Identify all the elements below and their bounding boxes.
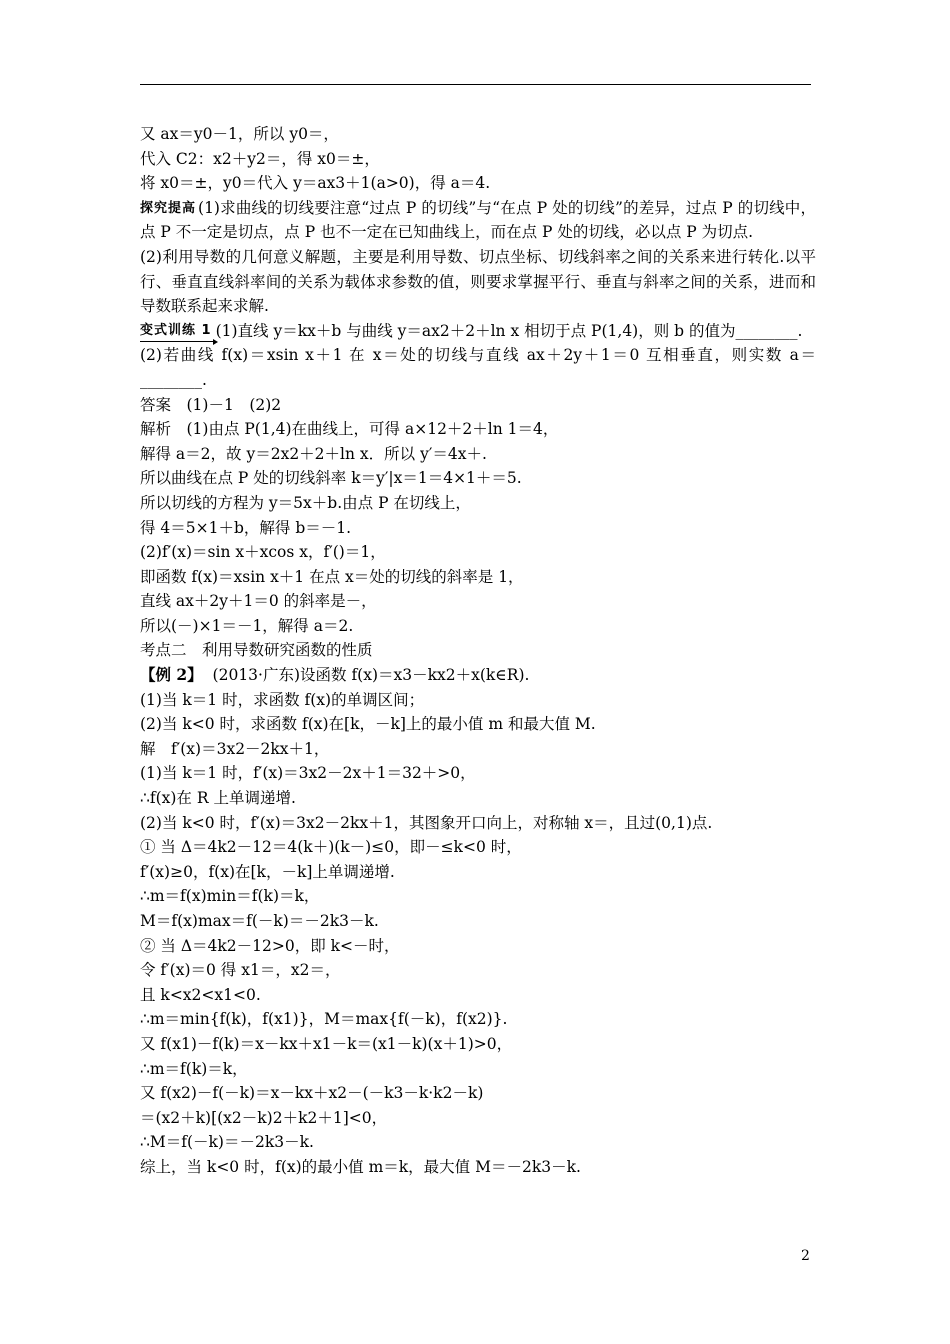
text-line: 又 ax＝y0－1，所以 y0＝， bbox=[140, 125, 339, 143]
bianshi-question-2: (2)若曲线 f(x)＝xsin x＋1 在 x＝处的切线与直线 ax＋2y＋1＝0 互相垂直，则实数 a＝________. bbox=[140, 346, 816, 389]
text-line: ∴f(x)在 R 上单调递增. bbox=[140, 789, 296, 808]
text-line: 得 4＝5×1＋b，解得 b＝－1. bbox=[140, 518, 352, 537]
tanjiu-paragraph-2: (2)利用导数的几何意义解题，主要是利用导数、切点坐标、切线斜率之间的关系来进行转化.以平行、垂直直线斜率间的关系为载体求参数的值，则要求掌握平行、垂直与斜率之间的关系，进而和导数联系起来求解. bbox=[140, 247, 816, 316]
text-line: 解 f′(x)＝3x2－2kx＋1， bbox=[140, 739, 330, 758]
text-line: ② 当 Δ＝4k2－12>0，即 k<－时， bbox=[140, 936, 400, 955]
bianshi-question-1 bbox=[140, 319, 816, 344]
text-line: 综上，当 k<0 时，f(x)的最小值 m＝k，最大值 M＝－2k3－k. bbox=[140, 1157, 581, 1176]
text-line: 解得 a＝2，故 y＝2x2＋2＋ln x．所以 y′＝4x＋. bbox=[140, 444, 487, 463]
text-line: 即函数 f(x)＝xsin x＋1 在点 x＝处的切线的斜率是 1， bbox=[140, 567, 524, 586]
header-rule bbox=[140, 84, 811, 85]
example-label: 【例 2】 bbox=[140, 665, 203, 685]
text-line: ∴m＝f(x)min＝f(k)＝k， bbox=[140, 887, 320, 906]
text-line: 将 x0＝±，y0＝代入 y＝ax3＋1(a>0)，得 a＝4. bbox=[140, 174, 491, 193]
text-line: ∴m＝f(k)＝k， bbox=[140, 1059, 248, 1078]
text-line: 且 k<x2<x1<0. bbox=[140, 985, 261, 1004]
text-line: ∴M＝f(－k)＝－2k3－k. bbox=[140, 1133, 314, 1152]
text-line: (2)当 k<0 时，求函数 f(x)在[k，－k]上的最小值 m 和最大值 M. bbox=[140, 715, 596, 734]
tanjiu-paragraph-1 bbox=[140, 196, 816, 245]
text-line: 又 f(x1)－f(k)＝x－kx＋x1－k＝(x1－k)(x＋1)>0， bbox=[140, 1034, 513, 1053]
text-line: ① 当 Δ＝4k2－12＝4(k＋)(k－)≤0，即－≤k<0 时， bbox=[140, 838, 522, 857]
bianshi-badge: 变式训练 1 bbox=[140, 323, 212, 342]
text-line: 直线 ax＋2y＋1＝0 的斜率是－， bbox=[140, 592, 377, 611]
text-line: 代入 C2：x2＋y2＝，得 x0＝±， bbox=[140, 149, 380, 168]
answer-line: 答案 (1)－1 (2)2 bbox=[140, 395, 282, 414]
text-line: (2)当 k<0 时，f′(x)＝3x2－2kx＋1，其图象开口向上，对称轴 x＝，且过(0,1)点. bbox=[140, 813, 713, 832]
text-line: ＝(x2＋k)[(x2－k)2＋k2＋1]<0， bbox=[140, 1108, 388, 1127]
example-text: (2013·广东)设函数 f(x)＝x3－kx2＋x(k∈R). bbox=[212, 666, 530, 685]
text-line: (1)当 k＝1 时，f′(x)＝3x2－2x＋1＝32＋>0， bbox=[140, 764, 476, 783]
example-line bbox=[140, 663, 816, 688]
page-number: 2 bbox=[801, 1248, 810, 1264]
text-line: 又 f(x2)－f(－k)＝x－kx＋x2－(－k3－k·k2－k) bbox=[140, 1084, 484, 1103]
text-line: f′(x)≥0，f(x)在[k，－k]上单调递增. bbox=[140, 862, 395, 881]
text-line: ∴m＝min{f(k)，f(x1)}，M＝max{f(－k)，f(x2)}. bbox=[140, 1010, 508, 1029]
text-line: 解析 (1)由点 P(1,4)在曲线上，可得 a×12＋2＋ln 1＝4， bbox=[140, 420, 559, 439]
text-line: 所以曲线在点 P 处的切线斜率 k＝y′|x＝1＝4×1＋＝5. bbox=[140, 469, 522, 488]
text-line: 令 f′(x)＝0 得 x1＝，x2＝， bbox=[140, 961, 341, 980]
text-line: (2)f′(x)＝sin x＋xcos x，f′()＝1， bbox=[140, 543, 386, 562]
bianshi-q1-text: (1)直线 y＝kx＋b 与曲线 y＝ax2＋2＋ln x 相切于点 P(1,4)，则 b 的值为________. bbox=[215, 321, 803, 340]
tanjiu-text-1: (1)求曲线的切线要注意“过点 P 的切线”与“在点 P 处的切线”的差异，过点 P 的切线中，点 P 不一定是切点，点 P 也不一定在已知曲线上，而在点 P 处的切线，必以点 P 为切点. bbox=[140, 198, 816, 242]
document-body bbox=[140, 122, 816, 1180]
section-heading: 考点二 利用导数研究函数的性质 bbox=[140, 641, 373, 660]
text-line: M＝f(x)max＝f(－k)＝－2k3－k. bbox=[140, 912, 379, 930]
text-line: (1)当 k＝1 时，求函数 f(x)的单调区间； bbox=[140, 690, 425, 709]
text-line: 所以切线的方程为 y＝5x＋b.由点 P 在切线上， bbox=[140, 493, 471, 512]
tanjiu-badge: 探究提高 bbox=[140, 200, 197, 216]
text-line: 所以(－)×1＝－1，解得 a＝2. bbox=[140, 616, 354, 635]
